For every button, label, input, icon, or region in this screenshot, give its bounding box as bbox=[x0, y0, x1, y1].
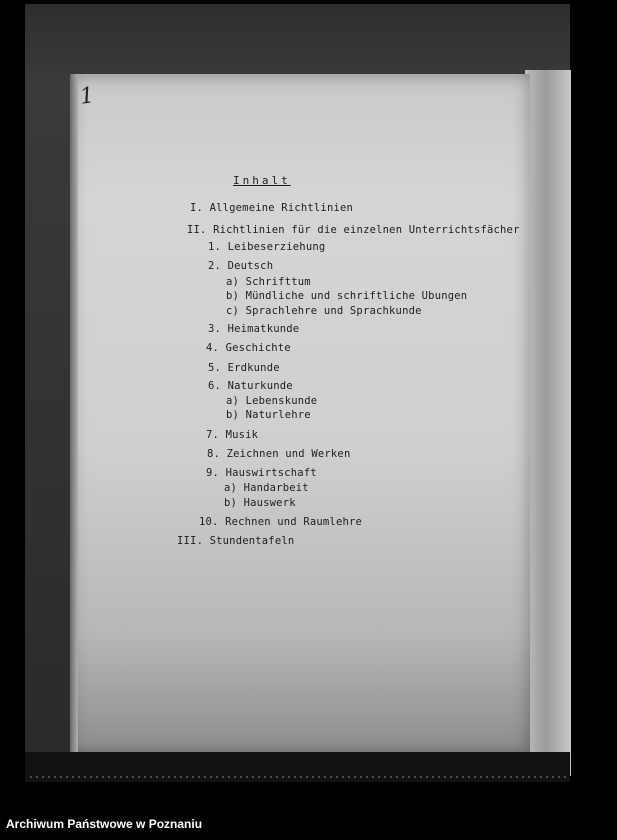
toc-subentry: a) Schrifttum bbox=[226, 276, 311, 288]
page-number: 1 bbox=[78, 83, 96, 110]
toc-subentry: c) Sprachlehre und Sprachkunde bbox=[226, 305, 422, 317]
toc-entry: 9. Hauswirtschaft bbox=[206, 467, 317, 479]
toc-entry: 7. Musik bbox=[206, 429, 259, 441]
scan-artifact-line bbox=[30, 776, 570, 778]
toc-entry: 10. Rechnen und Raumlehre bbox=[199, 516, 363, 528]
toc-entry: II. Richtlinien für die einzelnen Unterrichtsfächer bbox=[187, 224, 520, 236]
toc-subentry: b) Mündliche und schriftliche Ubungen bbox=[226, 290, 468, 302]
toc-subentry: a) Lebenskunde bbox=[226, 395, 318, 407]
toc-entry: 1. Leibeserziehung bbox=[208, 241, 326, 253]
toc-entry: 2. Deutsch bbox=[208, 260, 274, 272]
toc-title: Inhalt bbox=[233, 174, 291, 187]
toc-subentry: b) Naturlehre bbox=[226, 409, 311, 421]
toc-subentry: b) Hauswerk bbox=[224, 497, 296, 509]
toc-entry: 6. Naturkunde bbox=[208, 380, 293, 392]
toc-subentry: a) Handarbeit bbox=[224, 482, 309, 494]
toc-entry: 3. Heimatkunde bbox=[208, 323, 300, 335]
toc-entry: III. Stundentafeln bbox=[177, 535, 295, 547]
toc-entry: I. Allgemeine Richtlinien bbox=[190, 202, 354, 214]
toc-entry: 8. Zeichnen und Werken bbox=[207, 448, 351, 460]
toc-entry: 4. Geschichte bbox=[206, 342, 291, 354]
archive-caption: Archiwum Państwowe w Poznaniu bbox=[6, 817, 203, 831]
toc-entry: 5. Erdkunde bbox=[208, 362, 280, 374]
